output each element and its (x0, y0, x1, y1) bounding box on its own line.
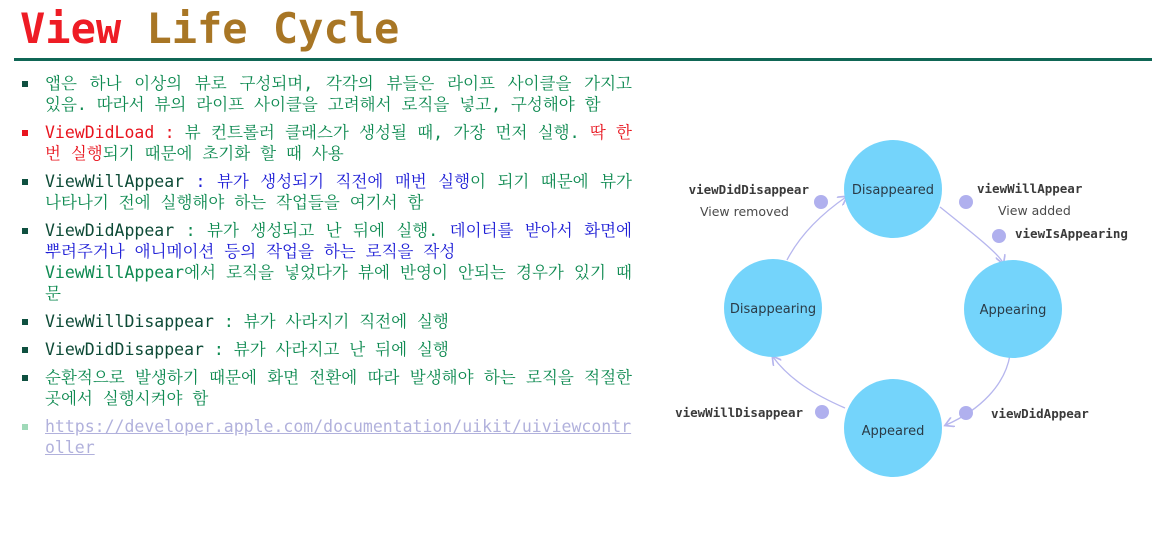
separator: : (203, 340, 234, 359)
label-viewisappearing: viewIsAppearing (1015, 226, 1128, 241)
label-view-removed: View removed (699, 204, 789, 219)
method-viewwilldisappear: ViewWillDisappear (45, 312, 214, 331)
bullet-link (14, 416, 632, 458)
label-view-added: View added (998, 203, 1071, 218)
viewwillappear-desc-1: 뷰가 생성되기 직전에 매번 실행 (216, 172, 471, 191)
label-viewdiddisappear: viewDidDisappear (688, 182, 809, 197)
bullet-marker (22, 375, 28, 381)
bullet-marker (22, 179, 28, 185)
state-disappeared-label: Disappeared (851, 183, 935, 198)
viewdidload-desc-3: 되기 때문에 초기화 할 때 사용 (102, 144, 344, 163)
lifecycle-diagram (660, 125, 1140, 485)
state-disappearing-label: Disappearing (729, 302, 817, 317)
bullet-intro-text: 앱은 하나 이상의 뷰로 구성되며, 각각의 뷰들은 라이프 사이클을 가지고 있음. 따라서 뷰의 라이프 사이클을 고려해서 로직을 넣고, 구성해야 함 (45, 74, 632, 114)
viewwillappear-desc-2: 이 되기 때문에 뷰가 나타나기 전에 실행해야 하는 작업들을 여기서 함 (45, 172, 632, 212)
bullet-viewdiddisappear (14, 339, 632, 360)
viewdidload-desc-1: 뷰 컨트롤러 클래스가 생성될 때, 가장 먼저 실행. (184, 123, 590, 142)
page-title (20, 2, 399, 56)
separator: : (213, 312, 244, 331)
method-viewdidload: ViewDidLoad (45, 123, 155, 142)
bullet-intro (14, 73, 632, 115)
bullet-marker (22, 347, 28, 353)
method-viewwillappear: ViewWillAppear (45, 172, 185, 191)
dot-viewwillappear (959, 195, 973, 209)
title-view: View (20, 4, 122, 53)
viewdidappear-desc-1: 뷰가 생성되고 난 뒤에 실행. (207, 221, 450, 240)
bullet-viewdidappear (14, 220, 632, 304)
bullet-marker (22, 81, 28, 87)
label-viewwilldisappear: viewWillDisappear (675, 405, 803, 420)
bullet-viewwillappear (14, 171, 632, 213)
dot-viewdidappear (959, 406, 973, 420)
state-appeared-label: Appeared (861, 424, 925, 439)
bullet-marker (22, 319, 28, 325)
bullet-viewwilldisappear (14, 311, 632, 332)
label-viewwillappear: viewWillAppear (977, 181, 1083, 196)
bullet-list (14, 73, 632, 465)
viewdidappear-desc-2: 데이터를 받아서 화면에 뿌려주거나 애니메이션 등의 작업을 하는 로직을 작성 (45, 221, 632, 261)
bullet-marker (22, 228, 28, 234)
dot-viewwilldisappear (815, 405, 829, 419)
title-divider (14, 58, 1152, 61)
separator: : (174, 221, 208, 240)
bullet-marker (22, 130, 28, 136)
viewwilldisappear-desc: 뷰가 사라지기 직전에 실행 (243, 312, 449, 331)
separator: : (184, 172, 217, 191)
arrow-appeared-to-disappearing (773, 357, 845, 408)
documentation-link[interactable]: https://developer.apple.com/documentation/uikit/uiviewcontroller (45, 417, 632, 457)
viewdidload-desc-2: 딱 한 번 실행 (45, 123, 632, 163)
title-life-cycle: Life Cycle (146, 4, 400, 53)
method-viewdiddisappear: ViewDidDisappear (45, 340, 204, 359)
bullet-cyclic (14, 367, 632, 409)
method-viewdidappear: ViewDidAppear (45, 221, 175, 240)
viewdidappear-desc-3: ViewWillAppear에서 로직을 넣었다가 뷰에 반영이 안되는 경우가 있기 때문 (45, 263, 632, 303)
label-viewdidappear: viewDidAppear (991, 406, 1089, 421)
state-appearing-label: Appearing (979, 303, 1047, 318)
bullet-cyclic-text: 순환적으로 발생하기 때문에 화면 전환에 따라 발생해야 하는 로직을 적절한 곳에서 실행시켜야 함 (45, 368, 632, 408)
separator: : (154, 123, 185, 142)
dot-viewdiddisappear (814, 195, 828, 209)
bullet-viewdidload (14, 122, 632, 164)
viewdiddisappear-desc: 뷰가 사라지고 난 뒤에 실행 (233, 340, 449, 359)
dot-viewisappearing (992, 229, 1006, 243)
bullet-marker (22, 424, 28, 430)
